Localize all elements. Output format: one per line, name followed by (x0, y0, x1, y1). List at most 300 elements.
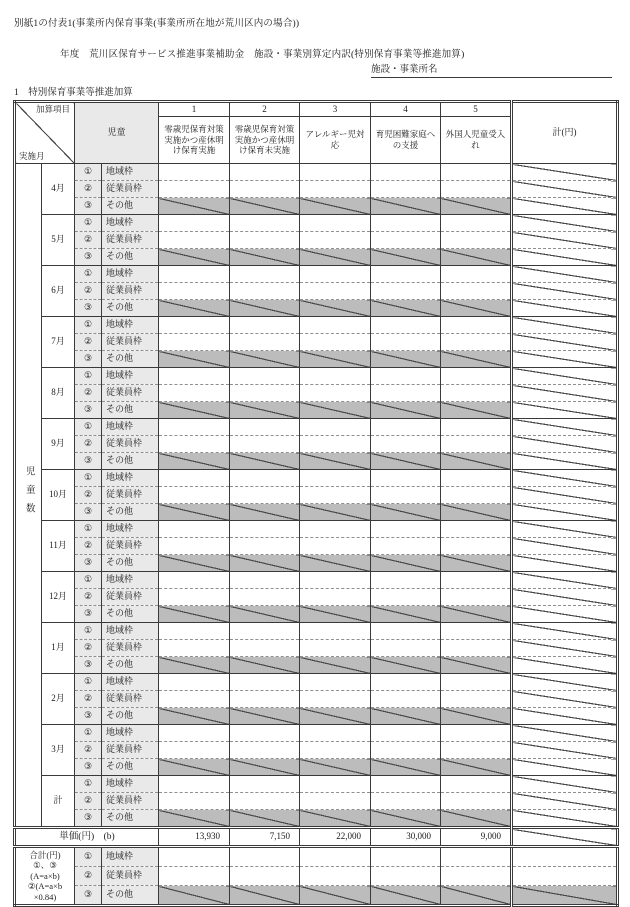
row-total-cell (512, 504, 618, 521)
row-label-cell: 地域枠 (102, 521, 159, 538)
data-cell (300, 351, 371, 368)
row-number-cell: ① (75, 470, 102, 487)
row-total-cell (512, 810, 618, 828)
data-cell (159, 249, 230, 266)
data-cell (300, 487, 371, 504)
data-cell (441, 470, 512, 487)
data-cell (230, 847, 300, 867)
data-cell (159, 402, 230, 419)
data-cell (159, 351, 230, 368)
data-cell (441, 453, 512, 470)
data-cell (300, 317, 371, 334)
data-cell (300, 385, 371, 402)
table-row (15, 810, 618, 828)
month-cell: 1月 (42, 623, 75, 674)
row-label-cell: 地域枠 (102, 674, 159, 691)
column-header-4: 育児困難家庭への支援 (371, 117, 441, 164)
table-row (15, 725, 618, 742)
row-label-cell: 従業員枠 (102, 793, 159, 810)
table-row (15, 487, 618, 504)
data-cell (441, 266, 512, 283)
row-label-cell: 従業員枠 (102, 232, 159, 249)
row-total-cell (512, 198, 618, 215)
data-cell (230, 164, 300, 181)
data-cell (159, 521, 230, 538)
column-number-4: 4 (371, 102, 441, 117)
data-cell (441, 164, 512, 181)
data-cell (441, 232, 512, 249)
data-cell (441, 776, 512, 793)
unit-price-row (15, 828, 618, 847)
data-cell (300, 521, 371, 538)
row-number-cell: ② (75, 232, 102, 249)
row-label-cell: その他 (102, 657, 159, 674)
row-label-cell: その他 (102, 402, 159, 419)
data-cell (300, 691, 371, 708)
row-total-cell (512, 215, 618, 232)
data-cell (371, 368, 441, 385)
table-row (15, 589, 618, 606)
month-cell: 9月 (42, 419, 75, 470)
data-cell (371, 708, 441, 725)
data-cell (441, 793, 512, 810)
data-cell (300, 504, 371, 521)
row-total-cell (512, 368, 618, 385)
row-number-cell: ① (75, 623, 102, 640)
row-number-cell: ③ (75, 708, 102, 725)
facility-name-field (371, 61, 612, 78)
row-number-cell: ③ (75, 657, 102, 674)
unit-price-label: 単価(円) (b) (15, 828, 159, 847)
table-row (15, 776, 618, 793)
data-cell (230, 300, 300, 317)
row-total-cell (512, 759, 618, 776)
row-number-cell: ② (75, 385, 102, 402)
data-cell (300, 725, 371, 742)
data-cell (371, 623, 441, 640)
row-label-cell: 従業員枠 (102, 487, 159, 504)
table-row (15, 164, 618, 181)
table-row (15, 674, 618, 691)
row-label-cell: その他 (102, 759, 159, 776)
data-cell (441, 640, 512, 657)
row-label-cell: 地域枠 (102, 776, 159, 793)
data-cell (159, 283, 230, 300)
row-total-cell (512, 623, 618, 640)
row-total-cell (512, 402, 618, 419)
data-cell (371, 470, 441, 487)
row-label-cell: 地域枠 (102, 215, 159, 232)
column-header-3: アレルギー児対応 (300, 117, 371, 164)
data-cell (159, 776, 230, 793)
data-cell (230, 674, 300, 691)
row-label-cell: 地域枠 (102, 368, 159, 385)
row-number-cell: ② (75, 691, 102, 708)
data-cell (230, 470, 300, 487)
data-cell (441, 198, 512, 215)
row-total-cell (512, 674, 618, 691)
data-cell (159, 793, 230, 810)
data-cell (441, 419, 512, 436)
table-row (15, 538, 618, 555)
data-cell (300, 657, 371, 674)
row-total-cell (512, 181, 618, 198)
data-cell (371, 215, 441, 232)
column-number-2: 2 (230, 102, 300, 117)
row-number-cell: ① (75, 266, 102, 283)
grand-total-row (15, 867, 618, 886)
row-number-cell: ③ (75, 606, 102, 623)
data-cell (371, 657, 441, 674)
data-cell (371, 164, 441, 181)
table-row (15, 504, 618, 521)
row-total-cell (512, 708, 618, 725)
data-cell (159, 725, 230, 742)
data-cell (230, 385, 300, 402)
data-cell (230, 708, 300, 725)
row-label-cell: その他 (102, 249, 159, 266)
column-header-1: 零歳児保育対策実施かつ産休明け保育実施 (159, 117, 230, 164)
data-cell (441, 249, 512, 266)
row-label-cell: 従業員枠 (102, 538, 159, 555)
data-cell (371, 674, 441, 691)
row-number-cell: ① (75, 317, 102, 334)
data-cell (230, 589, 300, 606)
data-cell (371, 555, 441, 572)
facility-name-label: 施設・事業所名 (371, 65, 438, 75)
data-cell (441, 725, 512, 742)
data-cell (300, 538, 371, 555)
corner-header-cell (15, 102, 75, 164)
data-cell (300, 232, 371, 249)
data-cell (441, 572, 512, 589)
data-cell (159, 810, 230, 828)
data-cell (441, 334, 512, 351)
table-row (15, 402, 618, 419)
data-cell (371, 181, 441, 198)
row-number-cell: ③ (75, 555, 102, 572)
data-cell (230, 759, 300, 776)
data-cell (230, 691, 300, 708)
row-total-cell (512, 249, 618, 266)
month-cell: 11月 (42, 521, 75, 572)
row-number-cell: ① (75, 725, 102, 742)
row-label-cell: その他 (102, 555, 159, 572)
row-total-cell (512, 725, 618, 742)
data-cell (300, 776, 371, 793)
data-cell (230, 810, 300, 828)
month-cell: 12月 (42, 572, 75, 623)
table-row (15, 793, 618, 810)
data-cell (230, 181, 300, 198)
data-cell (441, 215, 512, 232)
child-group-header: 児童 (75, 102, 159, 164)
row-label-cell: 地域枠 (102, 419, 159, 436)
data-cell (159, 589, 230, 606)
data-cell (441, 368, 512, 385)
table-row (15, 691, 618, 708)
data-cell (159, 657, 230, 674)
data-cell (230, 521, 300, 538)
data-cell (300, 453, 371, 470)
grand-total-label: 合計(円) ①、③ (A=a×b) ②(A=a×b ×0.84) (15, 847, 75, 906)
row-label-cell: 地域枠 (102, 725, 159, 742)
data-cell (441, 691, 512, 708)
data-cell (371, 847, 441, 867)
data-cell (371, 521, 441, 538)
row-label-cell: 従業員枠 (102, 283, 159, 300)
row-number-cell: ③ (75, 249, 102, 266)
row-label-cell: 従業員枠 (102, 691, 159, 708)
data-cell (371, 776, 441, 793)
row-number-cell: ① (75, 215, 102, 232)
table-row (15, 555, 618, 572)
row-number-cell: ③ (75, 351, 102, 368)
row-number-cell: ② (75, 640, 102, 657)
row-number-cell: ② (75, 283, 102, 300)
row-label-cell: 地域枠 (102, 164, 159, 181)
data-cell (300, 640, 371, 657)
data-cell (371, 402, 441, 419)
data-cell (441, 759, 512, 776)
month-cell: 8月 (42, 368, 75, 419)
grand-total-row (15, 847, 618, 867)
row-total-cell (512, 640, 618, 657)
row-number-cell: ① (75, 776, 102, 793)
data-cell (159, 674, 230, 691)
row-total-cell (512, 300, 618, 317)
row-number-cell: ③ (75, 504, 102, 521)
row-number-cell: ③ (75, 759, 102, 776)
data-cell (371, 589, 441, 606)
row-total-cell (512, 657, 618, 674)
data-cell (441, 847, 512, 867)
row-label-cell: その他 (102, 810, 159, 828)
row-label-cell: その他 (102, 198, 159, 215)
data-cell (371, 810, 441, 828)
data-cell (441, 283, 512, 300)
data-cell (230, 419, 300, 436)
data-cell (441, 317, 512, 334)
table-row (15, 657, 618, 674)
data-cell (300, 470, 371, 487)
data-cell (300, 402, 371, 419)
grand-total-cell (512, 847, 618, 867)
data-cell (300, 283, 371, 300)
month-cell: 2月 (42, 674, 75, 725)
row-number-cell: ③ (75, 300, 102, 317)
data-cell (159, 453, 230, 470)
data-cell (159, 419, 230, 436)
data-cell (159, 300, 230, 317)
data-cell (230, 215, 300, 232)
unit-price-value: 9,000 (441, 828, 512, 847)
row-number-cell: ① (75, 521, 102, 538)
data-cell (441, 867, 512, 886)
month-cell: 7月 (42, 317, 75, 368)
data-cell (230, 606, 300, 623)
row-total-cell (512, 793, 618, 810)
table-row (15, 198, 618, 215)
table-row (15, 181, 618, 198)
table-row (15, 368, 618, 385)
row-number-cell: ② (75, 334, 102, 351)
row-label-cell: 従業員枠 (102, 385, 159, 402)
table-row (15, 249, 618, 266)
section-heading: 1 特別保育事業等推進加算 (14, 88, 133, 98)
corner-top-label: 加算項目 (35, 104, 70, 114)
table-row (15, 640, 618, 657)
table-row (15, 419, 618, 436)
data-cell (371, 759, 441, 776)
row-number-cell: ② (75, 867, 102, 886)
row-total-cell (512, 419, 618, 436)
row-total-cell (512, 232, 618, 249)
table-row (15, 334, 618, 351)
data-cell (300, 589, 371, 606)
row-label-cell: その他 (102, 886, 159, 906)
data-cell (230, 198, 300, 215)
data-cell (230, 266, 300, 283)
data-cell (230, 249, 300, 266)
data-cell (441, 606, 512, 623)
table-row (15, 232, 618, 249)
data-cell (441, 402, 512, 419)
row-number-cell: ① (75, 674, 102, 691)
unit-total-cell (512, 828, 618, 847)
data-cell (300, 867, 371, 886)
page-title: 年度 荒川区保育サービス推進事業補助金 施設・事業別算定内訳(特別保育事業等推進加算) (60, 50, 465, 60)
column-number-3: 3 (300, 102, 371, 117)
data-cell (371, 867, 441, 886)
data-cell (230, 334, 300, 351)
data-cell (371, 572, 441, 589)
row-label-cell: 従業員枠 (102, 742, 159, 759)
data-cell (441, 436, 512, 453)
row-total-cell (512, 521, 618, 538)
data-cell (371, 300, 441, 317)
row-label-cell: 従業員枠 (102, 181, 159, 198)
data-cell (300, 623, 371, 640)
data-cell (230, 867, 300, 886)
data-cell (371, 317, 441, 334)
data-cell (300, 742, 371, 759)
month-cell: 5月 (42, 215, 75, 266)
data-cell (159, 572, 230, 589)
row-total-cell (512, 453, 618, 470)
row-total-cell (512, 164, 618, 181)
row-number-cell: ① (75, 847, 102, 867)
row-number-cell: ② (75, 742, 102, 759)
data-cell (300, 793, 371, 810)
data-cell (159, 691, 230, 708)
data-cell (230, 742, 300, 759)
table-row (15, 266, 618, 283)
data-cell (300, 215, 371, 232)
column-header-5: 外国人児童受入れ (441, 117, 512, 164)
data-cell (159, 867, 230, 886)
data-cell (441, 589, 512, 606)
data-cell (230, 453, 300, 470)
data-cell (300, 266, 371, 283)
data-cell (159, 708, 230, 725)
row-number-cell: ③ (75, 402, 102, 419)
data-cell (300, 300, 371, 317)
row-number-cell: ② (75, 589, 102, 606)
data-cell (159, 759, 230, 776)
row-total-cell (512, 436, 618, 453)
data-cell (441, 623, 512, 640)
row-number-cell: ② (75, 487, 102, 504)
data-cell (230, 368, 300, 385)
data-cell (371, 606, 441, 623)
data-cell (300, 164, 371, 181)
data-cell (300, 810, 371, 828)
data-cell (230, 283, 300, 300)
row-label-cell: その他 (102, 351, 159, 368)
main-table (13, 100, 619, 907)
data-cell (441, 674, 512, 691)
data-cell (230, 317, 300, 334)
row-total-cell (512, 589, 618, 606)
data-cell (159, 368, 230, 385)
data-cell (441, 300, 512, 317)
table-row (15, 521, 618, 538)
data-cell (230, 793, 300, 810)
grand-total-cell (512, 867, 618, 886)
row-label-cell: 地域枠 (102, 317, 159, 334)
data-cell (159, 215, 230, 232)
row-number-cell: ② (75, 793, 102, 810)
row-label-cell: 従業員枠 (102, 640, 159, 657)
column-number-5: 5 (441, 102, 512, 117)
month-cell: 4月 (42, 164, 75, 215)
data-cell (371, 419, 441, 436)
data-cell (441, 555, 512, 572)
data-cell (230, 623, 300, 640)
data-cell (159, 470, 230, 487)
data-cell (300, 708, 371, 725)
column-header-2: 零歳児保育対策実施かつ産休明け保育未実施 (230, 117, 300, 164)
row-label-cell: その他 (102, 708, 159, 725)
table-row (15, 623, 618, 640)
data-cell (159, 742, 230, 759)
data-cell (230, 402, 300, 419)
data-cell (371, 504, 441, 521)
data-cell (159, 640, 230, 657)
data-cell (300, 368, 371, 385)
data-cell (371, 334, 441, 351)
unit-price-value: 13,930 (159, 828, 230, 847)
row-label-cell: その他 (102, 453, 159, 470)
data-cell (159, 198, 230, 215)
data-cell (300, 419, 371, 436)
row-total-cell (512, 351, 618, 368)
data-cell (300, 436, 371, 453)
data-cell (230, 725, 300, 742)
data-cell (441, 385, 512, 402)
unit-price-value: 7,150 (230, 828, 300, 847)
table-row (15, 351, 618, 368)
row-label-cell: 地域枠 (102, 470, 159, 487)
row-total-cell (512, 266, 618, 283)
row-label-cell: 地域枠 (102, 847, 159, 867)
data-cell (441, 538, 512, 555)
row-number-cell: ③ (75, 198, 102, 215)
data-cell (300, 606, 371, 623)
data-cell (371, 793, 441, 810)
data-cell (230, 640, 300, 657)
